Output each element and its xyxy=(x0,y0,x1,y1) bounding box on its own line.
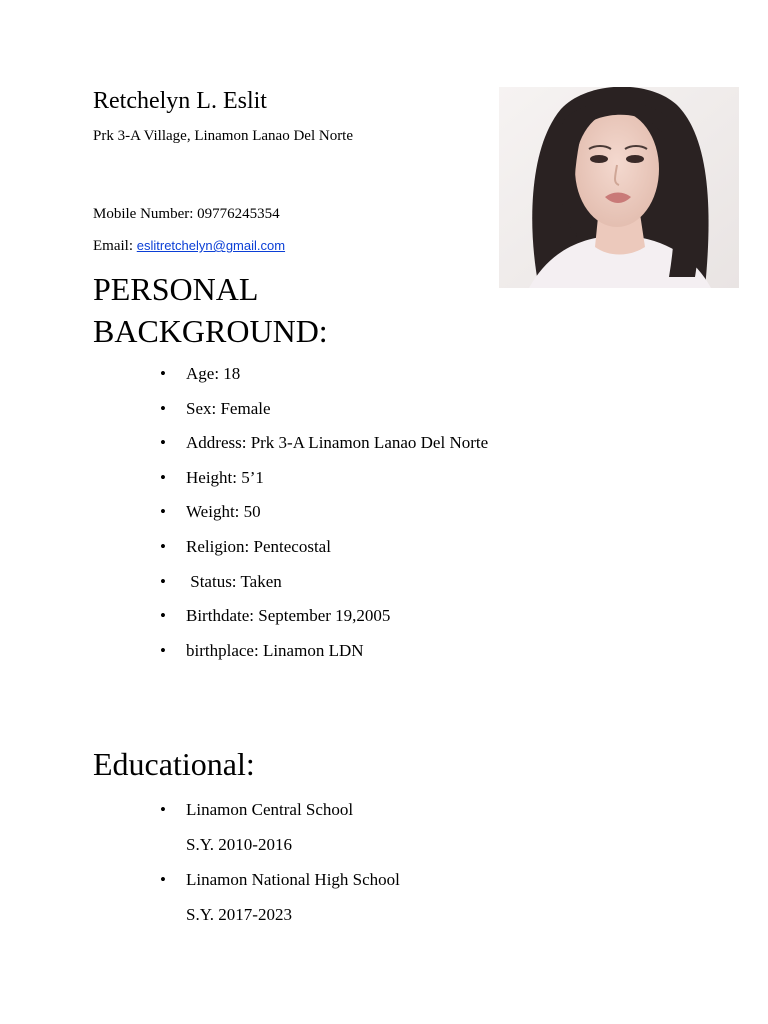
bullet: • xyxy=(160,502,166,522)
sex-text: Sex: Female xyxy=(186,398,271,418)
bullet: • xyxy=(160,398,166,418)
list-item xyxy=(160,869,400,939)
bullet: • xyxy=(160,364,166,383)
school-year: S.Y. 2017-2023 xyxy=(186,905,292,924)
bullet: • xyxy=(160,571,166,591)
school-name: Linamon National High School xyxy=(186,870,400,889)
address-text: Address: Prk 3-A Linamon Lanao Del Norte xyxy=(186,433,489,453)
height-text: Height: 5’1 xyxy=(186,467,264,487)
email-label: Email: xyxy=(93,238,137,254)
school-name: Linamon Central School xyxy=(186,800,354,819)
list-item xyxy=(160,501,488,536)
list-item xyxy=(160,432,488,467)
portrait-illustration xyxy=(499,87,739,288)
list-item xyxy=(160,363,488,398)
bullet: • xyxy=(160,640,166,660)
list-item xyxy=(160,467,488,502)
bullet: • xyxy=(160,606,166,626)
list-item xyxy=(160,536,488,571)
weight-text: Weight: 50 xyxy=(186,502,261,522)
bullet: • xyxy=(160,800,166,819)
applicant-name: Retchelyn L. Eslit xyxy=(93,88,267,114)
profile-photo xyxy=(499,87,739,288)
applicant-address: Prk 3-A Village, Linamon Lanao Del Norte xyxy=(93,128,354,144)
educational-heading: Educational: xyxy=(93,746,255,782)
status-text: Status: Taken xyxy=(186,571,282,591)
education-list xyxy=(160,799,400,939)
religion-text: Religion: Pentecostal xyxy=(186,536,331,556)
birthdate-text: Birthdate: September 19,2005 xyxy=(186,606,391,626)
list-item xyxy=(160,799,400,869)
age-text: Age: 18 xyxy=(186,364,241,383)
email-line xyxy=(93,236,285,256)
bullet: • xyxy=(160,536,166,556)
mobile-number: Mobile Number: 09776245354 xyxy=(93,206,280,222)
bullet: • xyxy=(160,467,166,487)
email-link[interactable]: eslitretchelyn@gmail.com xyxy=(136,238,286,253)
personal-details-list xyxy=(160,363,488,674)
personal-background-heading: PERSONAL BACKGROUND: xyxy=(93,271,328,349)
bullet: • xyxy=(160,433,166,453)
school-year: S.Y. 2010-2016 xyxy=(186,835,292,854)
list-item xyxy=(160,640,488,675)
birthplace-text: birthplace: Linamon LDN xyxy=(186,640,364,660)
list-item xyxy=(160,398,488,433)
bullet: • xyxy=(160,870,166,889)
list-item xyxy=(160,605,488,640)
list-item xyxy=(160,571,488,606)
